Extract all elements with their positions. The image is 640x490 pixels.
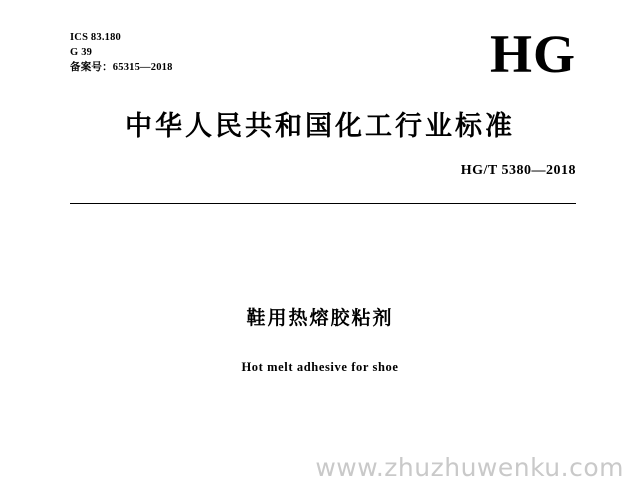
category-code: G 39 xyxy=(70,47,93,58)
site-watermark: www.zhuzhuwenku.com xyxy=(315,453,624,482)
document-title-english: Hot melt adhesive for shoe xyxy=(241,360,399,374)
issuer-title: 中华人民共和国化工行业标准 xyxy=(125,111,515,142)
classification-codes xyxy=(70,30,173,75)
standard-number: HG/T 5380—2018 xyxy=(460,163,576,178)
header-divider xyxy=(70,203,576,204)
hg-standard-mark: HG xyxy=(489,24,576,84)
ics-code: ICS 83.180 xyxy=(70,32,122,43)
record-number: 备案号：65315—2018 xyxy=(70,62,173,73)
document-title-chinese: 鞋用热熔胶粘剂 xyxy=(246,307,394,329)
